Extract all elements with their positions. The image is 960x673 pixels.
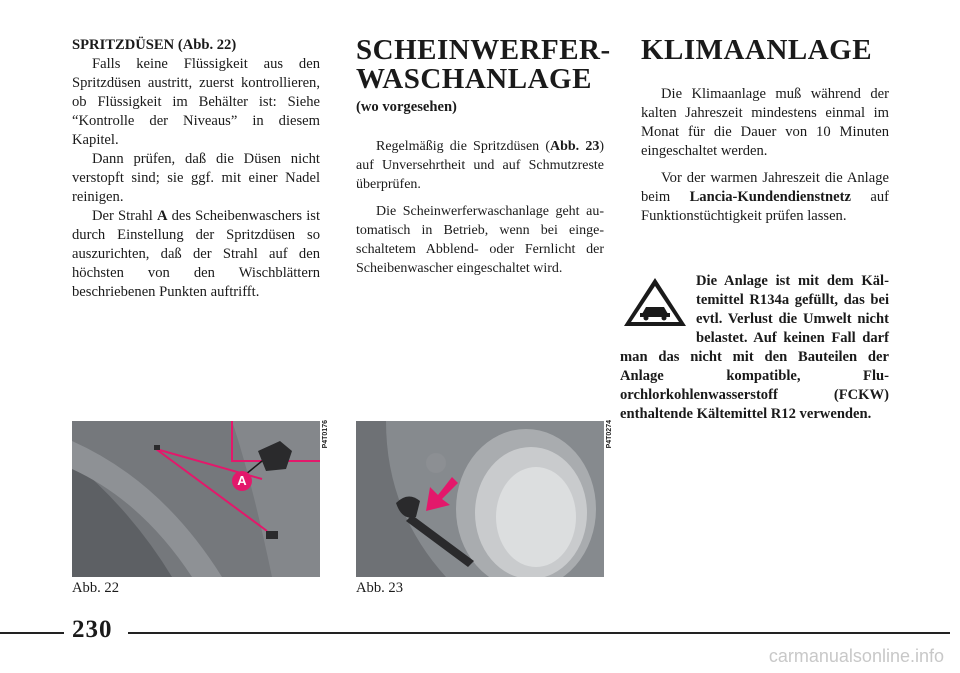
paragraph: Vor der warmen Jahreszeit die Anlage beim Lancia-Kundendienstnetz auf Funktionstüchtigkeit prüfen lassen. (641, 170, 889, 224)
paragraph: Die Scheinwerferwaschanlage geht automatisch in Betrieb, wenn bei eingeschaltetem Abblend- oder Fernlicht der Scheibenwascher eingeschaltet wird. (356, 204, 604, 276)
section-title-scheinwerfer: SCHEINWERFER- WASCHANLAGE (356, 34, 611, 95)
warning-car-icon (620, 274, 690, 330)
paragraph: Dann prüfen, daß die Düsen nicht verstopft sind; sie ggf. mit einer Nadel reinigen. (72, 151, 320, 205)
marker-a-label: A (232, 471, 252, 491)
paragraph: Die Klimaanlage muß während der kalten Jahreszeit mindestens einmal im Monat für die Dauer von 10 Minuten eingeschaltet werden. (641, 86, 889, 159)
footer-rule-right (128, 632, 950, 634)
column-klimaanlage (641, 36, 889, 226)
column-spritzduesen (72, 36, 320, 302)
figure-22-code: P4T0176 (322, 420, 329, 449)
section-subtitle: (wo vorgesehen) (356, 99, 457, 115)
warning-text: Die Anlage ist mit dem Kältemittel R134a gefüllt, das bei evtl. Verlust die Umwelt nicht belastet. Auf keinen Fall darf man das nicht mit den Bauteilen der Anlage kompatible, Fluorchlorkohlenwasserstoff (FCKW) enthaltende Kältemittel R12 verwenden. (620, 273, 889, 422)
paragraph: Falls keine Flüssigkeit aus den Spritzdüsen austritt, zuerst kontrollieren, ob Flüssigkeit im Behälter ist: Siehe “Kontrolle der Niveaus” in diesem Kapitel. (72, 56, 320, 148)
column-scheinwerfer (356, 34, 611, 278)
section-title-klimaanlage: KLIMAANLAGE (641, 34, 873, 66)
watermark: carmanualsonline.info (768, 646, 944, 666)
figure-22-image (72, 421, 320, 577)
footer-rule-left (0, 632, 64, 634)
figure-23-caption: Abb. 23 (356, 580, 404, 596)
figure-22-caption: Abb. 22 (72, 580, 120, 596)
page-number: 230 (72, 616, 113, 643)
figure-23-drawing (356, 421, 604, 577)
figure-23-image (356, 421, 604, 577)
figure-22-drawing (72, 421, 320, 577)
paragraph: Der Strahl A des Scheibenwaschers ist durch Einstellung der Spritzdüsen so auszurichten, daß der Strahl auf den höchsten von den Wischblättern beschriebenen Punkten auftrifft. (72, 208, 320, 300)
figure-23-code: P4T0274 (606, 420, 613, 449)
paragraph: Regelmäßig die Spritzdüsen (Abb. 23) auf Unversehrtheit und auf Schmutzreste überprüfen. (356, 139, 604, 192)
section-title-spritzduesen: SPRITZDÜSEN (Abb. 22) (72, 37, 237, 53)
warning-block (620, 272, 889, 424)
